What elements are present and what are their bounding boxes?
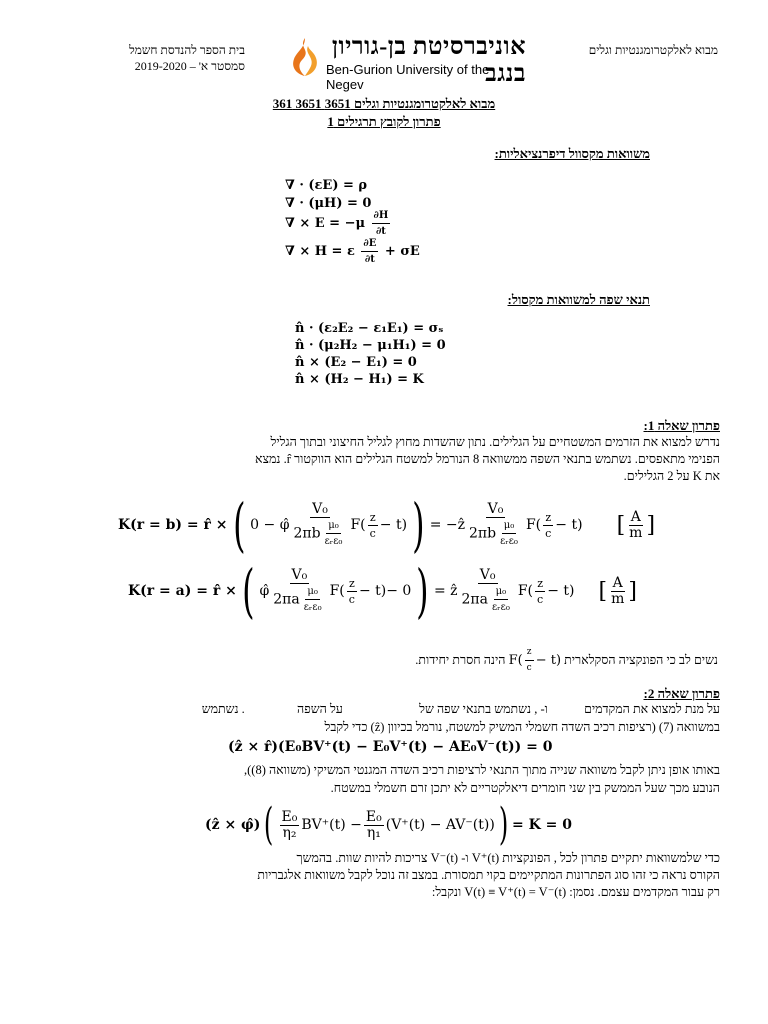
frac-num: z (545, 510, 552, 524)
eq-part: − t) (547, 583, 575, 599)
eq-part: 0 − φ̂ (250, 517, 290, 533)
q2-text: על מנת למצוא את המקדמים (584, 702, 720, 716)
frac-num: μ₀ (502, 518, 517, 534)
frac-den: εᵣε₀ (324, 535, 343, 547)
close-paren: ) (498, 799, 509, 850)
boundary-eq-4: n̂ × (H₂ − H₁) = K (295, 372, 424, 387)
eq-part: − t) (379, 517, 408, 533)
frac-den: η₁ (366, 824, 381, 841)
frac-den: ∂t (364, 254, 375, 265)
school-name (110, 42, 245, 74)
note-function (509, 645, 561, 676)
university-logo (288, 34, 528, 92)
fraction (368, 510, 378, 541)
q2-line-1 (40, 701, 720, 718)
maxwell-eq-3 (285, 208, 392, 239)
frac-den: εᵣε₀ (303, 601, 322, 613)
frac-den (292, 518, 349, 549)
page-subtitle: פתרון לקובץ תרגילים 1 (327, 114, 441, 129)
eq-part: ∇ × H = ε (285, 244, 355, 259)
unit-bracket: [ (598, 578, 608, 604)
boundary-eq-3: n̂ × (E₂ − E₁) = 0 (295, 355, 417, 370)
fraction (535, 576, 545, 607)
q2-text: . נשתמש (201, 702, 245, 716)
unit-bracket: ] (628, 578, 637, 604)
eq-part: F( (517, 583, 534, 599)
course-name: מבוא לאלקטרומגנטיות וגלים (588, 43, 718, 57)
logo-english-text: Ben-Gurion University of the Negev (326, 62, 490, 92)
maxwell-eq-1: ∇ · (εE) = ρ (285, 178, 368, 193)
unit-fraction (627, 510, 644, 541)
frac-num: V₀ (312, 500, 328, 517)
q2-line-4: הנובע מכך שעל הממשק בין שני חומרים דיאלקטריים לא יתכן זרם חשמלי במשטח. (330, 781, 720, 795)
semester-line: סמסטר א' – 2019-2020 (134, 59, 245, 73)
unit-bracket: [ (616, 512, 626, 538)
eq-part: = ẑ (433, 583, 458, 599)
frac-den: c (537, 592, 544, 606)
fraction (292, 502, 349, 549)
fraction (364, 810, 384, 841)
frac-num: E₀ (365, 808, 382, 825)
q1-paragraph (40, 434, 720, 485)
q2-line-2: במשוואה (7) (רציפות רכיב השדה חשמלי המשיק למשטח, נורמל בכיוון (ẑ) כדי לקבל (324, 720, 720, 734)
sqrt-frac (490, 584, 512, 615)
frac-den: εᵣε₀ (500, 535, 518, 547)
eq-part: − 0 (386, 583, 412, 599)
q1-equation-b (118, 490, 655, 560)
page-title: מבוא לאלקטרומגנטיות וגלים 3651 3651 361 (272, 96, 496, 111)
eq-part: − t) (358, 583, 387, 599)
frac-num: μ₀ (326, 518, 341, 534)
frac-den (271, 584, 327, 615)
q2-line-3: באותו אופן ניתן לקבל משוואה שנייה מתוך התנאי לרציפות רכיב השדה המגנטי המשיקי (משוואה (8)), (244, 763, 720, 777)
boundary-heading: תנאי שפה למשוואות מקסול: (507, 292, 650, 307)
frac-den: η₂ (282, 824, 297, 841)
eq-part: F( (329, 583, 345, 599)
eq-part: (ẑ × φ̂) (205, 817, 261, 833)
frac-num: V₀ (487, 500, 504, 517)
frac-den: c (369, 526, 376, 540)
eq-part: + σE (384, 244, 420, 259)
eq-part: − t) (535, 653, 562, 668)
q1-line: נדרש למצוא את הזרמים המשטחיים על הגלילים. נתון שהשדות מחוץ לגליל החיצוני ובתוך הגליל (270, 435, 720, 449)
open-paren: ( (232, 491, 246, 559)
frac-num: z (348, 576, 355, 590)
sqrt-frac (323, 518, 345, 549)
frac-den (467, 518, 524, 549)
close-paren: ) (416, 557, 429, 625)
fraction (271, 568, 327, 615)
frac-den: m (611, 590, 625, 607)
frac-den: c (526, 663, 532, 673)
eq-part: 2πb (293, 525, 321, 541)
frac-den: ∂t (375, 226, 386, 237)
frac-num: V₀ (291, 566, 308, 583)
unit-fraction (609, 576, 626, 607)
q2-equation-2 (205, 800, 572, 850)
frac-num: A (612, 574, 623, 591)
frac-den: c (348, 592, 355, 606)
boundary-eq-2: n̂ · (μ₂H₂ − μ₁H₁) = 0 (295, 338, 446, 353)
fraction (361, 236, 378, 267)
flame-logo-icon (288, 36, 322, 78)
eq-part: 2πa (273, 591, 300, 607)
q1-equation-a (128, 556, 637, 626)
frac-num: ∂E (361, 236, 378, 252)
q2-equation-1: (ẑ × r̂)(E₀BV⁺(t) − E₀V⁺(t) − AE₀V⁻(t)) = 0 (228, 739, 553, 755)
frac-den: c (545, 526, 552, 540)
close-paren: ) (412, 491, 425, 559)
fraction (347, 576, 357, 607)
q1-note (318, 645, 718, 676)
q2-text: ו- , נשתמש בתנאי שפה של (419, 702, 548, 716)
q1-heading: פתרון שאלה 1: (643, 418, 720, 433)
eq-part: φ̂ (259, 583, 270, 599)
eq-part: K(r = a) = r̂ × (128, 583, 237, 599)
frac-den: m (629, 524, 643, 541)
frac-num: A (630, 508, 641, 525)
frac-den (460, 584, 516, 615)
fraction (543, 510, 553, 541)
frac-num: μ₀ (305, 584, 320, 600)
eq-part: (V⁺(t) − AV⁻(t)) (385, 817, 495, 833)
eq-part: − t) (555, 517, 583, 533)
fraction (372, 208, 391, 239)
q2-line: כדי שלמשוואות יתקיים פתרון לכל , הפונקציות V⁺(t) ו- V⁻(t) צריכות להיות שוות. בהמשך (296, 851, 720, 865)
q1-line: הפנימי מתאפסים. נשתמש בתנאי השפה ממשוואה 8 הנורמל למשטח הגלילים הוא הווקטור r̂. נמצא (254, 452, 720, 466)
sqrt-frac (302, 584, 324, 615)
maxwell-eq-4 (285, 236, 420, 267)
frac-num: z (537, 576, 543, 590)
frac-num: z (369, 510, 376, 524)
note-text: נשים לב כי הפונקציה הסקלארית (564, 653, 718, 667)
frac-num: E₀ (281, 808, 298, 825)
unit-bracket: ] (646, 512, 656, 538)
eq-part: K(r = b) = r̂ × (118, 517, 228, 533)
q2-heading: פתרון שאלה 2: (643, 686, 720, 701)
eq-part: 2πa (461, 591, 488, 607)
eq-part: 2πb (469, 525, 497, 541)
q1-line: את K על 2 הגלילים. (623, 469, 720, 483)
eq-part: F( (350, 517, 366, 533)
eq-part: = −ẑ (429, 517, 466, 533)
q2-line: רק עבור המקדמים עצמם. נסמן: V(t) ≡ V⁺(t) = V⁻(t) ונקבל: (431, 885, 720, 899)
frac-den: εᵣε₀ (491, 601, 510, 613)
maxwell-eq-2: ∇ · (μH) = 0 (285, 196, 372, 211)
school-line: בית הספר להנדסת חשמל (129, 43, 245, 57)
logo-hebrew-text: אוניברסיטת בן-גוריון בנגב (331, 34, 526, 87)
fraction (467, 502, 524, 549)
frac-num: V₀ (479, 566, 496, 583)
eq-part: F( (508, 653, 523, 668)
fraction (280, 810, 300, 841)
eq-part: ∇ × E = −μ (285, 216, 365, 231)
frac-num: μ₀ (494, 584, 509, 600)
sqrt-frac (498, 518, 520, 549)
eq-part: F( (525, 517, 542, 533)
q2-text: על השפה (297, 702, 343, 716)
frac-num: z (525, 645, 534, 661)
note-text: הינה חסרת יחידות. (415, 653, 506, 667)
q2-line: הקורס נראה כי זהו סוג הפתרונות המתקיימים בקוי תמסורת. במצב זה נוכל לקבל משוואות אלגבריות (257, 868, 720, 882)
eq-part: = K = 0 (511, 817, 572, 833)
frac-num: ∂H (372, 208, 391, 224)
fraction (460, 568, 516, 615)
boundary-eq-1: n̂ · (ε₂E₂ − ε₁E₁) = σₛ (295, 321, 444, 336)
eq-part: BV⁺(t) − (301, 817, 362, 833)
open-paren: ( (264, 799, 274, 850)
q2-paragraph-end (40, 850, 720, 901)
fraction (525, 645, 534, 676)
open-paren: ( (241, 557, 255, 625)
maxwell-heading: משוואות מקסוול דיפרנציאליות: (494, 146, 650, 161)
